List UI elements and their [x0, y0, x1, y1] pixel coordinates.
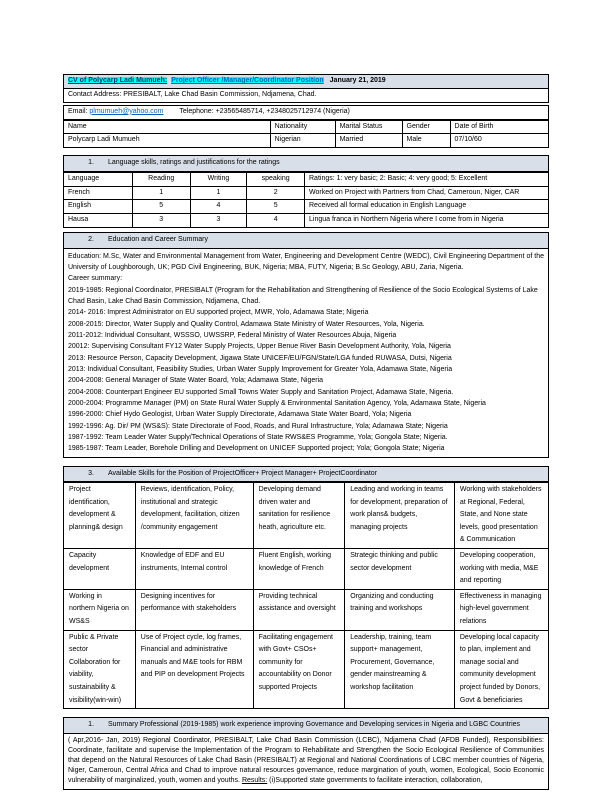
language-name: French [64, 186, 133, 200]
language-table [63, 172, 549, 228]
col-writing: Writing [190, 172, 247, 186]
table-row-hausa [64, 214, 549, 228]
skill-cell: Strategic thinking and public sector development [345, 548, 455, 589]
skill-cell: Working in northern Nigeria on WS&S [64, 589, 136, 630]
education-line: Education: M.Sc, Water and Environmental Management from Water, Engineering and Development Centre (WEDC), Civil Engineering Department of the University of Loughborough, UK; PGD Civil Engineering, BUK, Nigeria; MBA, FUTY, Nigeria; B.Sc Geology, ABU, Zaria, Nigeria. [68, 252, 544, 271]
language-section-title: Language skills, ratings and justifications for the ratings [108, 159, 280, 167]
bio-dob: 07/10/60 [450, 134, 548, 148]
col-ratings: Ratings: 1: very basic; 2: Basic; 4: very good; 5: Excellent [305, 172, 549, 186]
title-row [64, 75, 549, 89]
career-item: 1992-1996: Ag. Dir/ PM (WS&S): State Directorate of Food, Roads, and Rural Infrastructure, Yola; Adamawa State; Nigeria [68, 422, 448, 430]
speaking-rating: 4 [247, 214, 305, 228]
bio-nationality: Nigerian [270, 134, 335, 148]
language-section-header [63, 155, 549, 172]
bio-name: Polycarp Ladi Mumueh [64, 134, 271, 148]
bio-value-row [64, 134, 549, 148]
speaking-rating: 2 [247, 186, 305, 200]
bio-header-row [64, 120, 549, 134]
col-language: Language [64, 172, 133, 186]
skill-cell: Developing cooperation, working with media, M&E and reporting [454, 548, 548, 589]
skill-cell: Project identification, development & planning& design [64, 483, 136, 549]
career-summary-label: Career summary: [68, 275, 123, 283]
bio-marital: Married [335, 134, 402, 148]
skill-cell: Effectiveness in managing high-level government relations [454, 589, 548, 630]
skills-row-4 [64, 630, 549, 709]
language-section-number: 1. [88, 159, 94, 167]
header-table [63, 74, 549, 103]
education-section-body [63, 249, 549, 458]
bio-gender: Male [402, 134, 450, 148]
career-item: 2004-2008: General Manager of State Water Board, Yola; Adamawa State, Nigeria [68, 377, 324, 385]
bio-header-name: Name [64, 120, 271, 134]
contact-address: Contact Address: PRESIBALT, Lake Chad Basin Commission, Ndjamena, Chad. [64, 88, 549, 102]
skill-cell: Use of Project cycle, log frames, Financial and administrative manuals and M&E tools for RBM and PIP on development Projects [135, 630, 253, 709]
skill-cell: Developing local capacity to plan, implement and manage social and community development project funded by Donors, Govt & beneficiaries [454, 630, 548, 709]
language-name: Hausa [64, 214, 133, 228]
bio-header-nationality: Nationality [270, 120, 335, 134]
bio-table [63, 120, 549, 149]
reading-rating: 1 [132, 186, 190, 200]
career-item: 2013: Individual Consultant, Feasibility Studies, Urban Water Supply Improvement for Greater Yola, Adamawa State, Nigeria [68, 365, 453, 373]
skills-row-3 [64, 589, 549, 630]
cv-title-name: CV of Polycarp Ladi Mumueh: [68, 77, 168, 84]
skill-cell: Leadership, training, team support+ management, Procurement, Governance, gender mainstreaming & workshop facilitation [345, 630, 455, 709]
telephone: Telephone: +23565485714, +2348025712974 (Nigeria) [179, 107, 350, 115]
career-item: 2013: Resource Person, Capacity Development, Jigawa State UNICEF/EU/FGN/State/LGA funded RUWASA, Dutsi, Nigeria [68, 354, 452, 362]
career-item: 2000-2004: Programme Manager (PM) on State Rural Water Supply & Environmental Sanitation Agency, Yola, Adamawa State, Nigeria [68, 399, 486, 407]
skill-cell: Leading and working in teams for development, preparation of work plans& budgets, managing projects [345, 483, 455, 549]
skills-row-2 [64, 548, 549, 589]
speaking-rating: 5 [247, 200, 305, 214]
skill-cell: Fluent English, working knowledge of French [253, 548, 345, 589]
email-row [64, 105, 549, 119]
skills-row-1 [64, 483, 549, 549]
skill-cell: Organizing and conducting training and workshops [345, 589, 455, 630]
cv-title-position: Project Officer /Manager/Coordinator Position [171, 77, 324, 84]
bio-header-dob: Date of Birth [450, 120, 548, 134]
skills-section-title: Available Skills for the Position of ProjectOfficer+ Project Manager+ ProjectCoordinator [108, 469, 377, 477]
summary-results-text: (i)Supported state governments to facilitate interaction, collaboration, [267, 777, 483, 785]
col-reading: Reading [132, 172, 190, 186]
email-link[interactable]: plmumueh@yahoo.com [89, 107, 164, 115]
skill-cell: Designing incentives for performance with stakeholders [135, 589, 253, 630]
writing-rating: 1 [190, 186, 247, 200]
bio-header-gender: Gender [402, 120, 450, 134]
summary-section-number: 1. [88, 721, 94, 729]
skill-cell: Developing demand driven water and sanitation for resilience heath, agriculture etc. [253, 483, 345, 549]
writing-rating: 3 [190, 214, 247, 228]
skills-section-number: 3. [88, 469, 94, 477]
career-item: 1987-1992: Team Leader Water Supply/Technical Operations of State RWS&ES Programme, Yola; Gongola State; Nigeria. [68, 433, 448, 441]
skill-cell: Facilitating engagement with Govt+ CSOs+ community for accountability on Donor supported Projects [253, 630, 345, 709]
education-section-number: 2. [88, 236, 94, 244]
career-item: 20012: Supervising Consultant FY12 Water Supply Projects, Upper Benue River Basin Development Authority, Yola, Nigeria [68, 343, 451, 351]
career-item: 2019-1985: Regional Coordinator, PRESIBALT (Program for the Rehabilitation and Strengthening of Resilience of the Socio Ecological Systems of Lake Chad Basin, Lake Chad Basin Commission, Ndjamena, Chad. [68, 286, 538, 305]
skills-table [63, 482, 549, 709]
rating-justification: Received all formal education in English Language [305, 200, 549, 214]
skill-cell: Knowledge of EDF and EU instruments, Internal control [135, 548, 253, 589]
rating-justification: Worked on Project with Partners from Chad, Cameroun, Niger, CAR [305, 186, 549, 200]
skill-cell: Capacity development [64, 548, 136, 589]
career-item: 2004-2008: Counterpart Engineer EU supported Small Towns Water Supply and Sanitation Project, Adamawa State, Nigeria. [68, 388, 454, 396]
cv-title-date: January 21, 2019 [329, 77, 386, 84]
career-item: 2011-2012: Individual Consultant, WSSSO, UWSSRP, Federal Ministry of Water Resources Abuja, Nigeria [68, 331, 397, 339]
table-row-english [64, 200, 549, 214]
email-label: Email: [68, 107, 88, 115]
summary-section-header [63, 717, 549, 734]
summary-section-title: Summary Professional (2019-1985) work experience improving Governance and Developing services in Nigeria and LGBC Countries [108, 721, 521, 729]
results-label: Results: [241, 777, 268, 785]
language-name: English [64, 200, 133, 214]
language-header-row [64, 172, 549, 186]
education-section-title: Education and Career Summary [108, 236, 208, 244]
career-item: 1996-2000: Chief Hydo Geologist, Urban Water Supply Directorate, Adamawa State Water Board, Yola; Nigeria [68, 411, 412, 419]
rating-justification: Lingua franca in Northern Nigeria where I come from in Nigeria [305, 214, 549, 228]
education-section-header [63, 232, 549, 249]
skill-cell: Reviews, identification, Policy, institutional and strategic development, facilitation, citizen /community engagement [135, 483, 253, 549]
career-item: 1985-1987: Team Leader, Borehole Drilling and Development on UNICEF Supported project; Yola; Gongola State; Nigeria [68, 445, 445, 453]
skill-cell: Providing technical assistance and oversight [253, 589, 345, 630]
email-table [63, 105, 549, 120]
table-row-french [64, 186, 549, 200]
reading-rating: 5 [132, 200, 190, 214]
summary-section-body [63, 734, 549, 790]
col-speaking: speaking [247, 172, 305, 186]
career-item: 2008-2015: Director, Water Supply and Quality Control, Adamawa State Ministry of Water Resources, Yola, Nigeria. [68, 320, 425, 328]
reading-rating: 3 [132, 214, 190, 228]
skill-cell: Public & Private sector Collaboration for viability, sustainability & visibility(win-win) [64, 630, 136, 709]
skill-cell: Working with stakeholders at Regional, Federal, State, and None state levels, good presentation & Communication [454, 483, 548, 549]
skills-section-header [63, 466, 549, 483]
bio-header-marital: Marital Status [335, 120, 402, 134]
writing-rating: 4 [190, 200, 247, 214]
summary-body-text: ( Apr,2016- Jan, 2019) Regional Coordinator, PRESIBALT, Lake Chad Basin Commission (LCBC), Ndjamena Chad (AFDB Funded), Responsibilities: Coordinate, facilitate and supervise the Implementation of the Program to Rehabilitate and Strengthen the Socio Ecological Resilience of Communities that depend on the Natural Resources of Lake Chad Basin (PRESIBALT) at Regional and National Coordinations of LCBC member countries of Nigeria, Niger, Cameroun, Central Africa and Chad to improve natural resources governance, reduce margination of youth, women, Ecological, Socio Economic vulnerability of marginalized, youth, women and youths. [68, 736, 544, 785]
career-item: 2014- 2016: Imprest Administrator on EU supported project, MWR, Yolo, Adamawa State; Nigeria [68, 309, 369, 317]
